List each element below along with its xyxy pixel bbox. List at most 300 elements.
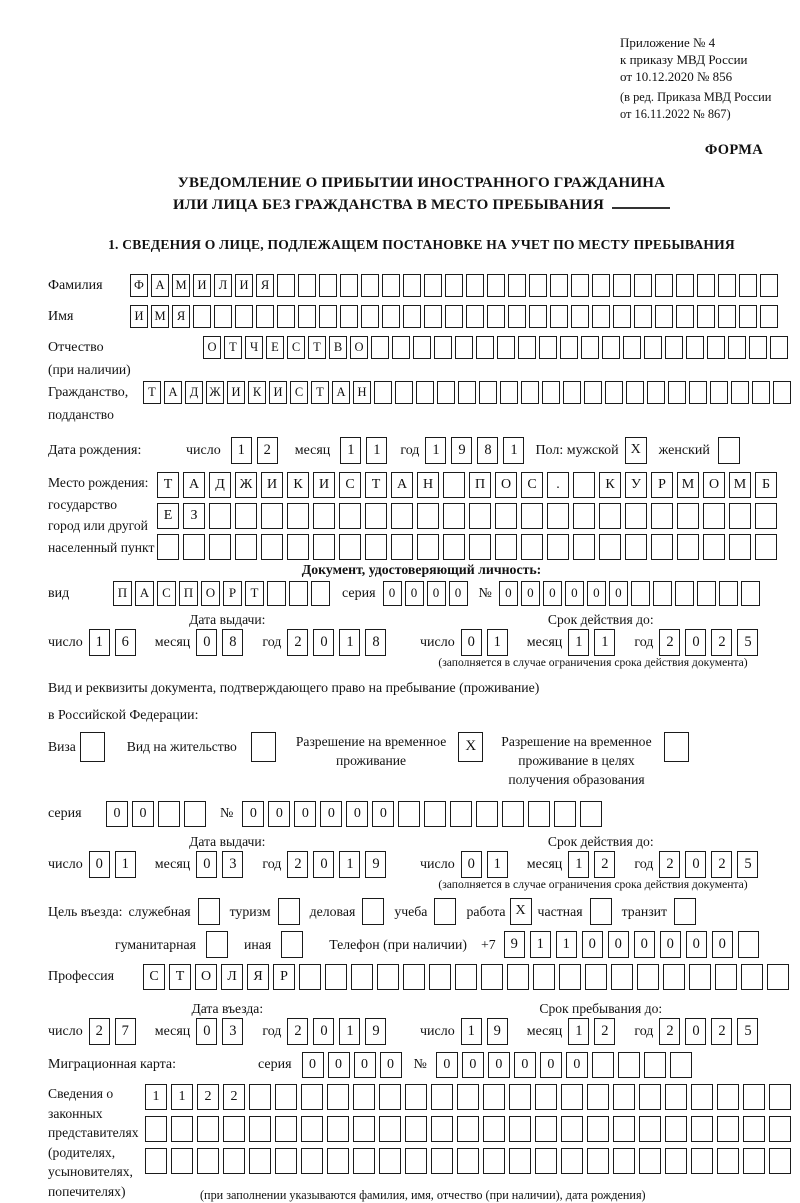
form-cell: 0: [427, 581, 446, 606]
doc-series-cells: [383, 581, 471, 606]
form-cell: А: [332, 381, 350, 404]
form-cell: Р: [651, 472, 673, 498]
form-cell: [431, 1116, 453, 1142]
month-label: месяц: [526, 1024, 563, 1039]
form-cell: [674, 898, 696, 925]
form-cell: [528, 801, 550, 827]
form-cell: М: [172, 274, 190, 297]
form-cell: 0: [196, 629, 217, 656]
form-cell: [631, 581, 650, 606]
form-cell: [752, 381, 770, 404]
form-cell: [405, 1084, 427, 1110]
form-cell: 2: [287, 629, 308, 656]
birth-place-label-line: населенный пункт: [48, 539, 155, 555]
form-cell: З: [183, 503, 205, 529]
form-cell: А: [151, 274, 169, 297]
birth-place-label-line: государство: [48, 496, 118, 512]
form-cell: Т: [157, 472, 179, 498]
patronymic-row: [48, 336, 795, 379]
form-cell: [361, 305, 379, 328]
form-cell: [573, 472, 595, 498]
form-cell: [613, 1148, 635, 1174]
form-cell: А: [164, 381, 182, 404]
form-cell: 0: [521, 581, 540, 606]
representatives-label-line: законных: [48, 1105, 103, 1121]
form-cell: 0: [89, 851, 110, 878]
form-cell: [502, 801, 524, 827]
form-cell: [755, 503, 777, 529]
form-cell: [749, 336, 767, 359]
month-label: месяц: [154, 635, 191, 650]
year-label: год: [262, 1024, 282, 1039]
day-label: число: [420, 635, 455, 650]
form-cell: [431, 1084, 453, 1110]
form-cell: [457, 1116, 479, 1142]
form-cell: 9: [451, 437, 472, 464]
form-cell: [677, 534, 699, 560]
form-cell: [760, 305, 778, 328]
form-cell: [424, 274, 442, 297]
form-cell: И: [261, 472, 283, 498]
form-cell: [592, 274, 610, 297]
form-cell: [602, 336, 620, 359]
form-cell: [392, 336, 410, 359]
form-cell: 2: [659, 629, 680, 656]
migration-series-cells: [302, 1052, 406, 1078]
form-cell: [639, 1084, 661, 1110]
valid-day-cells: [461, 629, 513, 656]
form-cell: [171, 1116, 193, 1142]
form-cell: [587, 1148, 609, 1174]
form-cell: [379, 1116, 401, 1142]
form-cell: В: [329, 336, 347, 359]
form-cell: [145, 1148, 167, 1174]
year-label: год: [262, 857, 282, 872]
form-cell: [289, 581, 308, 606]
form-cell: 0: [294, 801, 316, 827]
representatives-block: [48, 1084, 795, 1203]
month-label: месяц: [526, 857, 563, 872]
birth-place-row3-cells: [157, 534, 781, 560]
form-cell: [495, 534, 517, 560]
form-cell: [235, 503, 257, 529]
form-cell: [691, 1148, 713, 1174]
profession-cells: [143, 964, 793, 990]
form-cell: [599, 503, 621, 529]
form-cell: [339, 534, 361, 560]
identity-dates-row: [48, 629, 795, 656]
form-cell: [251, 732, 276, 762]
purpose-private-label: частная: [537, 904, 583, 919]
form-title-line2: [48, 194, 795, 216]
form-cell: 1: [568, 851, 589, 878]
form-cell: 9: [365, 851, 386, 878]
form-cell: [561, 1084, 583, 1110]
form-cell: Ф: [130, 274, 148, 297]
form-cell: 0: [540, 1052, 562, 1078]
form-cell: 1: [339, 851, 360, 878]
male-checkbox: [625, 437, 647, 464]
form-cell: [573, 534, 595, 560]
form-cell: [755, 534, 777, 560]
form-cell: Е: [266, 336, 284, 359]
form-cell: К: [599, 472, 621, 498]
form-cell: [686, 336, 704, 359]
form-cell: [613, 1084, 635, 1110]
form-cell: [450, 801, 472, 827]
form-cell: [634, 305, 652, 328]
form-cell: [278, 898, 300, 925]
form-cell: [327, 1084, 349, 1110]
form-cell: 1: [594, 629, 615, 656]
form-cell: [647, 381, 665, 404]
form-cell: [625, 534, 647, 560]
representatives-label-line: (родителях,: [48, 1144, 116, 1160]
form-cell: [277, 274, 295, 297]
form-cell: [521, 534, 543, 560]
form-cell: И: [313, 472, 335, 498]
form-cell: [405, 1116, 427, 1142]
residence-series-row: [48, 801, 795, 827]
form-cell: [535, 1084, 557, 1110]
form-cell: [613, 1116, 635, 1142]
form-cell: Ж: [235, 472, 257, 498]
form-cell: 7: [115, 1018, 136, 1045]
form-cell: [500, 381, 518, 404]
form-cell: [287, 503, 309, 529]
form-cell: [391, 534, 413, 560]
form-cell: [719, 581, 738, 606]
form-cell: 0: [685, 1018, 706, 1045]
form-cell: [249, 1084, 271, 1110]
form-cell: К: [248, 381, 266, 404]
form-cell: [379, 1148, 401, 1174]
form-cell: [340, 274, 358, 297]
form-cell: X: [510, 898, 532, 925]
form-cell: Я: [247, 964, 269, 990]
form-cell: Т: [169, 964, 191, 990]
form-cell: 0: [582, 931, 603, 958]
form-cell: 0: [372, 801, 394, 827]
form-cell: Я: [256, 274, 274, 297]
form-cell: [707, 336, 725, 359]
form-cell: [689, 964, 711, 990]
visa-checkbox: [80, 732, 105, 762]
annex-line: к приказу МВД России: [620, 52, 748, 67]
form-cell: [479, 381, 497, 404]
form-cell: 1: [503, 437, 524, 464]
form-cell: С: [287, 336, 305, 359]
form-cell: Т: [143, 381, 161, 404]
form-cell: [729, 503, 751, 529]
form-cell: [592, 305, 610, 328]
form-cell: [256, 305, 274, 328]
form-cell: [437, 381, 455, 404]
form-cell: [313, 534, 335, 560]
section1-heading: 1. СВЕДЕНИЯ О ЛИЦЕ, ПОДЛЕЖАЩЕМ ПОСТАНОВКЕ НА УЧЕТ ПО МЕСТУ ПРЕБЫВАНИЯ: [108, 237, 735, 252]
form-cell: 6: [115, 629, 136, 656]
form-cell: 0: [106, 801, 128, 827]
form-cell: [665, 1116, 687, 1142]
form-cell: [431, 1148, 453, 1174]
form-cell: [193, 305, 211, 328]
identity-footnote: (заполняется в случае ограничения срока действия документа): [438, 656, 748, 669]
form-word: ФОРМА: [704, 142, 763, 158]
purpose-study-label: учеба: [394, 904, 428, 919]
purpose-study-checkbox: [434, 898, 456, 925]
form-cell: 1: [145, 1084, 167, 1110]
form-cell: [377, 964, 399, 990]
form-cell: [718, 274, 736, 297]
form-cell: [398, 801, 420, 827]
form-cell: [339, 503, 361, 529]
form-cell: [275, 1084, 297, 1110]
residence-issue-year-cells: [287, 851, 391, 878]
form-cell: [351, 964, 373, 990]
purpose-work-label: работа: [466, 904, 506, 919]
form-cell: [637, 964, 659, 990]
form-cell: 2: [223, 1084, 245, 1110]
purpose-humanitarian-label: гуманитарная: [115, 937, 196, 952]
annex-line: от 10.12.2020 № 856: [620, 69, 733, 84]
form-cell: Ж: [206, 381, 224, 404]
phone-prefix: +7: [481, 937, 496, 952]
form-cell: 2: [659, 1018, 680, 1045]
form-cell: [571, 305, 589, 328]
form-cell: [769, 1148, 791, 1174]
day-label: число: [48, 857, 83, 872]
form-cell: [651, 503, 673, 529]
blank-line: [612, 207, 670, 209]
stay-until-date: [420, 1018, 777, 1045]
form-cell: 1: [461, 1018, 482, 1045]
form-cell: 0: [461, 629, 482, 656]
birth-year-cells: [425, 437, 529, 464]
form-cell: Н: [353, 381, 371, 404]
form-cell: [653, 581, 672, 606]
residence-options-row: [48, 732, 795, 789]
female-checkbox: [718, 437, 740, 464]
patronymic-label-line1: Отчество: [48, 340, 104, 355]
form-cell: [374, 381, 392, 404]
form-cell: [353, 1116, 375, 1142]
form-cell: 0: [608, 931, 629, 958]
patronymic-label: [48, 336, 203, 379]
form-cell: [261, 534, 283, 560]
birth-day-label: число: [186, 443, 221, 458]
form-cell: 0: [380, 1052, 402, 1078]
form-cell: [611, 964, 633, 990]
form-cell: С: [290, 381, 308, 404]
form-cell: 1: [568, 629, 589, 656]
form-cell: [319, 274, 337, 297]
form-cell: 0: [320, 801, 342, 827]
form-cell: [571, 274, 589, 297]
residence-issue-date: [48, 851, 420, 878]
residence-number-cells: [242, 801, 606, 827]
form-cell: [651, 534, 673, 560]
residence-issue-month-cells: [196, 851, 248, 878]
form-cell: А: [135, 581, 154, 606]
form-cell: [508, 274, 526, 297]
doc-type-cells: [113, 581, 333, 606]
form-cell: 9: [365, 1018, 386, 1045]
form-cell: [382, 274, 400, 297]
valid-until-label: Срок действия до:: [547, 612, 654, 627]
form-cell: 0: [328, 1052, 350, 1078]
form-cell: Б: [755, 472, 777, 498]
form-cell: [365, 503, 387, 529]
form-cell: [267, 581, 286, 606]
form-cell: [313, 503, 335, 529]
form-cell: 0: [196, 851, 217, 878]
form-cell: [476, 336, 494, 359]
form-cell: [521, 503, 543, 529]
form-cell: 9: [504, 931, 525, 958]
form-cell: 0: [313, 629, 334, 656]
form-cell: [275, 1148, 297, 1174]
form-cell: [741, 964, 763, 990]
form-cell: [585, 964, 607, 990]
form-cell: 8: [477, 437, 498, 464]
form-cell: [235, 305, 253, 328]
temp-residence-education-label-line: проживание в целях: [518, 753, 635, 768]
form-cell: 0: [383, 581, 402, 606]
annex-line: Приложение № 4: [620, 35, 716, 50]
form-cell: [718, 437, 740, 464]
form-cell: [739, 305, 757, 328]
form-cell: [495, 503, 517, 529]
form-cell: [691, 1084, 713, 1110]
form-cell: 0: [449, 581, 468, 606]
form-cell: [623, 336, 641, 359]
entry-month-cells: [196, 1018, 248, 1045]
form-cell: 3: [222, 851, 243, 878]
form-cell: [717, 1084, 739, 1110]
form-cell: [476, 801, 498, 827]
visa-label: Виза: [48, 739, 76, 754]
month-label: месяц: [154, 857, 191, 872]
birth-place-block: [48, 472, 795, 560]
form-cell: [417, 534, 439, 560]
day-label: число: [420, 857, 455, 872]
form-cell: 2: [197, 1084, 219, 1110]
issue-month-cells: [196, 629, 248, 656]
purpose-other-label: иная: [243, 937, 272, 952]
form-cell: [395, 381, 413, 404]
form-cell: Е: [157, 503, 179, 529]
form-cell: [718, 305, 736, 328]
form-title: [48, 172, 795, 216]
purpose-tourism-label: туризм: [229, 904, 271, 919]
form-cell: [184, 801, 206, 827]
form-cell: [561, 1116, 583, 1142]
form-cell: [738, 931, 759, 958]
form-cell: 0: [313, 851, 334, 878]
form-cell: 1: [89, 629, 110, 656]
form-cell: 8: [222, 629, 243, 656]
representatives-label-line: усыновителях,: [48, 1164, 133, 1179]
birth-place-label-line: Место рождения:: [48, 475, 149, 490]
birth-day-cells: [231, 437, 283, 464]
representatives-label-line: Сведения о: [48, 1086, 114, 1101]
form-cell: Т: [224, 336, 242, 359]
representatives-footnote: (при заполнении указываются фамилия, имя, отчество (при наличии), дата рождения): [200, 1188, 646, 1202]
form-cell: [413, 336, 431, 359]
form-cell: М: [729, 472, 751, 498]
form-cell: [521, 381, 539, 404]
form-cell: [639, 1148, 661, 1174]
patronymic-label-note: (при наличии): [48, 362, 131, 377]
day-label: число: [48, 635, 83, 650]
form-cell: 1: [115, 851, 136, 878]
form-cell: [299, 964, 321, 990]
form-cell: [618, 1052, 640, 1078]
year-label: год: [634, 857, 654, 872]
form-cell: 0: [566, 1052, 588, 1078]
form-cell: [483, 1148, 505, 1174]
doc-series-label: серия: [342, 586, 376, 601]
form-cell: 2: [594, 1018, 615, 1045]
form-cell: [362, 898, 384, 925]
purpose-official-label: служебная: [128, 904, 191, 919]
form-title-line1: УВЕДОМЛЕНИЕ О ПРИБЫТИИ ИНОСТРАННОГО ГРАЖДАНИНА: [177, 175, 666, 191]
form-cell: [145, 1116, 167, 1142]
valid-month-cells: [568, 629, 620, 656]
form-cell: 0: [499, 581, 518, 606]
purpose-transit-checkbox: [674, 898, 696, 925]
residence-intro1: Вид и реквизиты документа, подтверждающего право на пребывание (проживание): [48, 680, 540, 695]
form-cell: [587, 1116, 609, 1142]
form-cell: 1: [487, 851, 508, 878]
doc-type-label: вид: [48, 586, 70, 601]
form-cell: 0: [685, 851, 706, 878]
identity-doc-row: [48, 581, 795, 606]
given-name-cells: [130, 305, 781, 328]
form-cell: О: [703, 472, 725, 498]
form-cell: 1: [366, 437, 387, 464]
form-cell: [539, 336, 557, 359]
entry-date-label: Дата въезда:: [191, 1001, 264, 1016]
form-cell: [605, 381, 623, 404]
form-cell: [311, 581, 330, 606]
form-cell: 0: [313, 1018, 334, 1045]
form-cell: [391, 503, 413, 529]
migration-series-label: серия: [258, 1057, 292, 1072]
profession-row: [48, 964, 795, 990]
form-cell: М: [677, 472, 699, 498]
residence-issue-date-label: Дата выдачи:: [189, 834, 266, 849]
form-cell: Д: [209, 472, 231, 498]
form-cell: 0: [543, 581, 562, 606]
form-cell: Т: [245, 581, 264, 606]
form-cell: 0: [268, 801, 290, 827]
temp-residence-education-label-line: получения образования: [508, 772, 645, 787]
form-cell: [340, 305, 358, 328]
form-cell: [580, 801, 602, 827]
form-cell: [235, 534, 257, 560]
residence-valid-year-cells: [659, 851, 763, 878]
form-cell: 1: [487, 629, 508, 656]
form-cell: [773, 381, 791, 404]
purpose-humanitarian-checkbox: [206, 931, 228, 958]
month-label: месяц: [154, 1024, 191, 1039]
form-cell: [743, 1148, 765, 1174]
form-cell: [457, 1084, 479, 1110]
purpose-private-checkbox: [590, 898, 612, 925]
form-cell: 5: [737, 629, 758, 656]
form-cell: П: [469, 472, 491, 498]
